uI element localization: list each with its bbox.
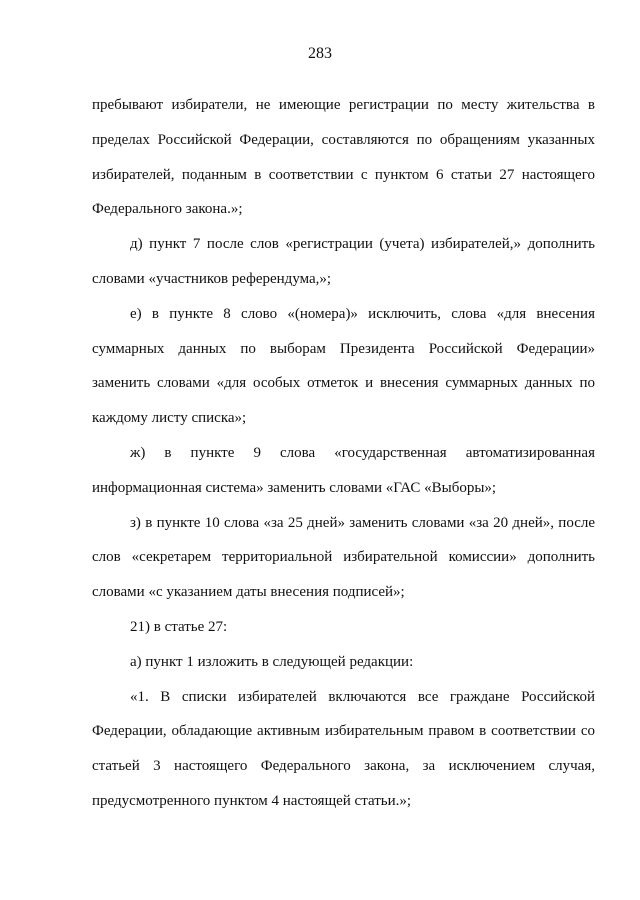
paragraph-item-a: а) пункт 1 изложить в следующей редакции: <box>130 653 414 670</box>
paragraph-item-d: д) пункт 7 после слов «регистрации (учета) избирателей,» дополнить словами «участников референдума,»; <box>92 236 595 287</box>
paragraph-item-e: е) в пункте 8 слово «(номера)» исключить, слова «для внесения суммарных данных по выборам Президента Российской Федерации» заменить словами «для особых отметок и внесения суммарных данных по каждому листу списка»; <box>92 305 595 427</box>
paragraph-item-zh: ж) в пункте 9 слова «государственная автоматизированная информационная система» заменить словами «ГАС «Выборы»; <box>92 444 595 496</box>
paragraph-quote-1: «1. В списки избирателей включаются все граждане Российской Федерации, обладающие активным избирательным правом в соответствии со статьей 3 настоящего Федерального закона, за исключением случая, предусмотренного пунктом 4 настоящей статьи.»; <box>92 688 595 809</box>
paragraph-item-z: з) в пункте 10 слова «за 25 дней» заменить словами «за 20 дней», после слов «секретарем территориальной избирательной комиссии» дополнить словами «с указанием даты внесения подписей»; <box>92 514 595 601</box>
paragraph-continuation: пребывают избиратели, не имеющие регистрации по месту жительства в пределах Российской Федерации, составляются по обращениям указанных избирателей, поданным в соответствии с пунктом 6 статьи 27 настоящего Федерального закона.»; <box>92 97 595 218</box>
page-number: 283 <box>308 45 332 62</box>
document-body <box>92 88 595 819</box>
paragraph-article-27: 21) в статье 27: <box>130 618 228 635</box>
